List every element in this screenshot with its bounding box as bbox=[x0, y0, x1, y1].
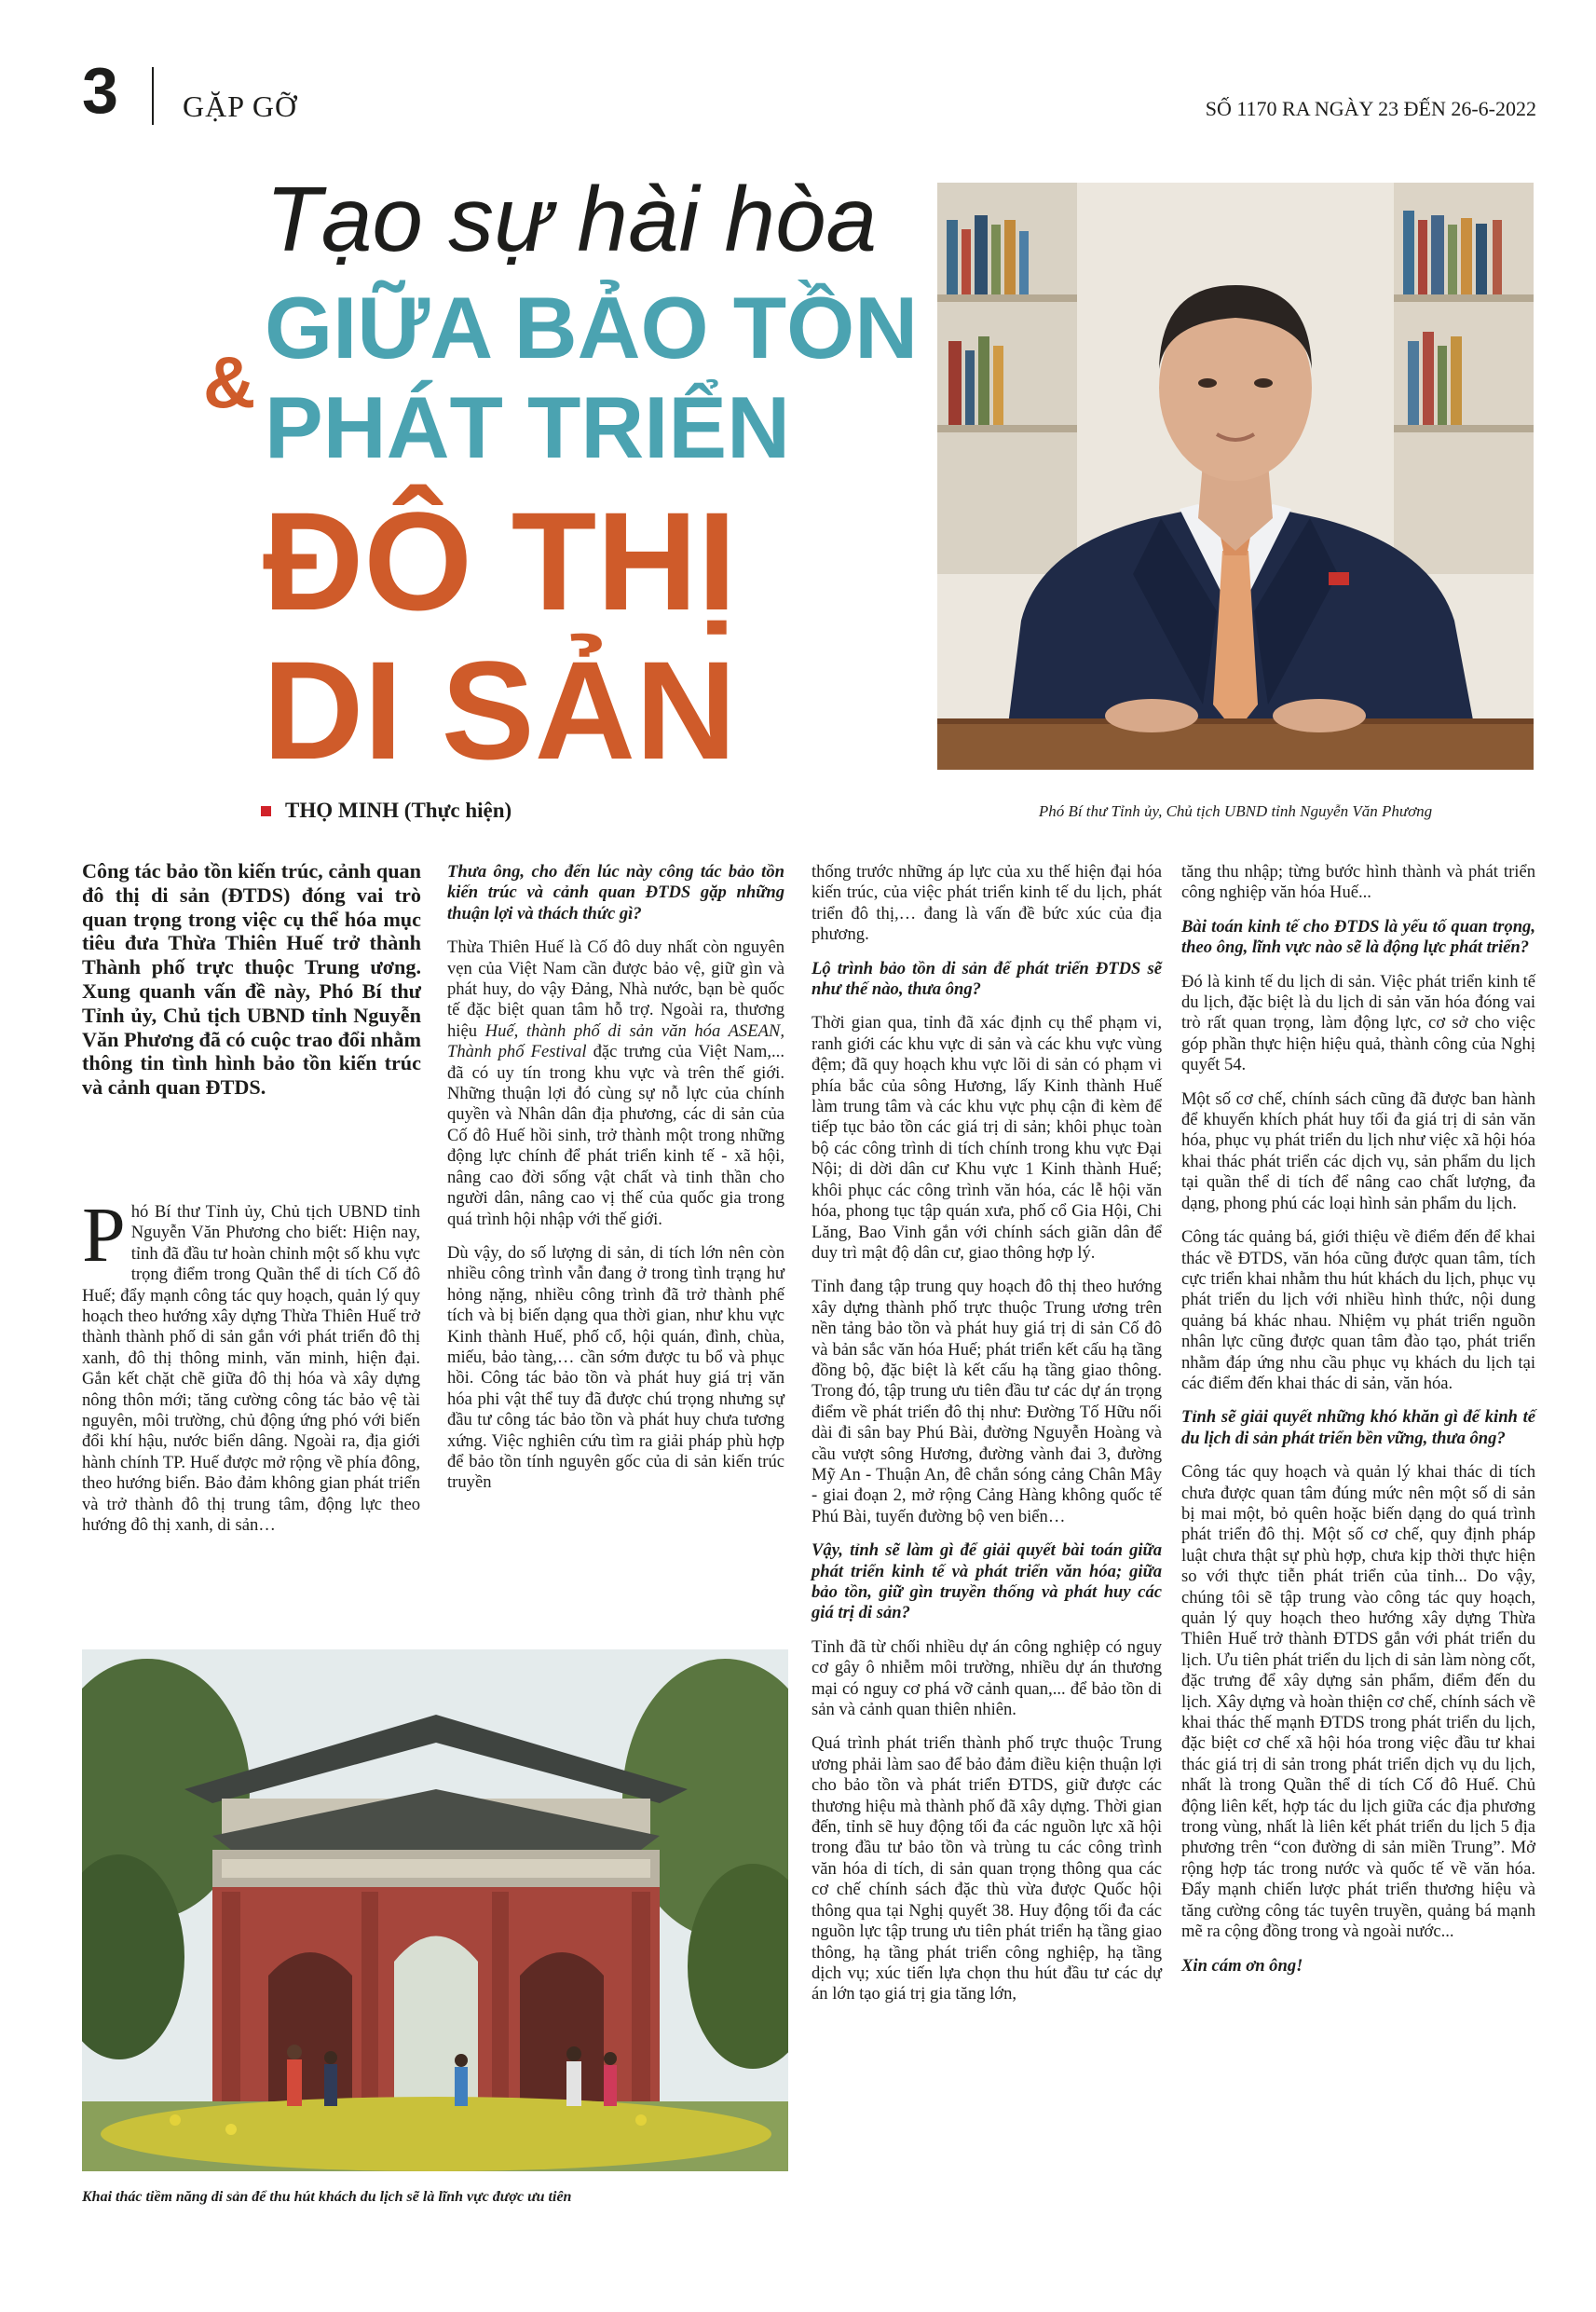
body-paragraph: Một số cơ chế, chính sách cũng đã được ban hành để khuyến khích phát huy tối đa giá trị di sản văn hóa, phục vụ phát triển du lịch như việc xã hội hóa khai thác phát triển các dịch vụ, sản phẩm du lịch tại quần thể di tích để nâng cao chất lượng, đa dạng, phong phú các loại hình sản phẩm du lịch. bbox=[1181, 1088, 1535, 1213]
closing-line: Xin cám ơn ông! bbox=[1181, 1955, 1303, 1976]
heritage-gate-photo bbox=[82, 1649, 788, 2171]
interview-question: Lộ trình bảo tồn di sản để phát triển ĐTDS sẽ như thế nào, thưa ông? bbox=[812, 958, 1162, 1000]
body-paragraph: Thời gian qua, tỉnh đã xác định cụ thể phạm vi, ranh giới các khu vực di sản và các khu vực vùng đệm; đã quy hoạch khu vực lõi di sản có phạm vi phía bắc của sông Hương, lấy Kinh thành Huế làm trung tâm và các khu vực phụ cận đi kèm để tiếp tục bảo tồn các giá trị di sản; khôi phục toàn bộ các công trình di tích chính trong khu vực Đại Nội; di dời dân cư Khu vực 1 Kinh thành Huế; khôi phục các công trình văn hóa, các lễ hội văn hóa, phong tục tập quán xưa, phố cổ Gia Hội, Chi Lăng, Bao Vinh gắn với chính sách giãn dân để duy trì mật độ dân cư, giao thông hợp lý. bbox=[812, 1013, 1162, 1263]
interview-question: Bài toán kinh tế cho ĐTDS là yếu tố quan trọng, theo ông, lĩnh vực nào sẽ là động lực phát triển? bbox=[1181, 916, 1535, 958]
byline: THỌ MINH (Thực hiện) bbox=[285, 799, 512, 822]
body-paragraph bbox=[447, 937, 784, 1230]
issue-info: SỐ 1170 RA NGÀY 23 ĐẾN 26-6-2022 bbox=[1205, 97, 1536, 120]
byline-marker bbox=[261, 806, 271, 816]
portrait-photo bbox=[937, 183, 1534, 770]
body-paragraph: Dù vậy, do số lượng di sản, di tích lớn nên còn nhiều công trình vẫn đang ở trong tình trạng hư hỏng nặng, nhiều công trình đã trở thành phế tích và bị biến dạng qua thời gian, như khu vực Kinh thành Huế, phố cổ, hội quán, đình, chùa, miếu, bảo tàng,… cần sớm được tu bổ và phục hồi. Công tác bảo tồn và phát huy giá trị văn hóa phi vật thể tuy đã được chú trọng nhưng sự đầu tư công tác bảo tồn và phát huy chưa tương xứng. Việc nghiên cứu tìm ra giải pháp phù hợp để bảo tồn tính nguyên gốc của di sản kiến trúc truyền bbox=[447, 1242, 784, 1493]
body-paragraph: Tỉnh đang tập trung quy hoạch đô thị theo hướng xây dựng thành phố trực thuộc Trung ương trên nền tảng bảo tồn và phát huy giá trị di sản Cố đô và bản sắc văn hóa Huế; phát triển kết cấu hạ tầng đồng bộ, đặc biệt là kết cấu hạ tầng giao thông. Trong đó, tập trung ưu tiên đầu tư các dự án trọng điểm về phát triển đô thị như: Đường Tố Hữu nối dài đi sân bay Phú Bài, đường Nguyễn Hoàng và cầu vượt sông Hương, đường vành đai 3, đường Mỹ An - Thuận An, đê chắn sóng cảng Chân Mây - giai đoạn 2, mở rộng Cảng Hàng không quốc tế Phú Bài, tuyến đường bộ ven biển… bbox=[812, 1277, 1162, 1526]
body-paragraph: Tỉnh đã từ chối nhiều dự án công nghiệp có nguy cơ gây ô nhiễm môi trường, nhiều dự án thương mại có nguy cơ phá vỡ cảnh quan,... để bảo tồn di sản và cảnh quan thiên nhiên. bbox=[812, 1636, 1162, 1720]
article-column-1 bbox=[82, 1192, 420, 1550]
article-column-3 bbox=[812, 862, 1162, 2018]
body-text: hó Bí thư Tỉnh ủy, Chủ tịch UBND tỉnh Nguyễn Văn Phương cho biết: Hiện nay, tỉnh đã đầu tư hoàn chỉnh một số khu vực trọng điểm trong Quần thể di tích Cố đô Huế; đẩy mạnh công tác quy hoạch, quản lý quy hoạch theo hướng xây dựng Thừa Thiên Huế trở thành thành phố di sản gắn với phát triển đô thị xanh, đô thị thông minh, văn minh, hiện đại. Gắn kết chặt chẽ giữa đô thị hóa và xây dựng nông thôn mới; tăng cường công tác bảo vệ tài nguyên, môi trường, chủ động ứng phó với biến đổi khí hậu, nước biển dâng. Ngoài ra, địa giới hành chính TP. Huế được mở rộng về phía đông, theo hướng biển. Bảo đảm không gian phát triển và trở thành đô thị trung tâm, động lực theo hướng đô thị xanh, di sản… bbox=[82, 1202, 420, 1536]
body-paragraph bbox=[82, 1192, 420, 1537]
body-paragraph: Công tác quy hoạch và quản lý khai thác di tích chưa được quan tâm đúng mức nên một số di sản bị mai một, bỏ quên hoặc biến dạng do quá trình phát triển đô thị. Một số cơ chế, quy định pháp luật chưa thật sự phù hợp, chưa kịp thời thực hiện so với thực tiễn phát triển của tỉnh... Do vậy, chúng tôi sẽ tập trung vào công tác quy hoạch, quản lý quy hoạch theo hướng xây dựng Thừa Thiên Huế trở thành ĐTDS gắn với phát triển du lịch. Ưu tiên phát triển du lịch di sản làm nòng cốt, đặc trưng để xây dựng sản phẩm, điểm đến du lịch. Xây dựng và hoàn thiện cơ chế, chính sách về khai thác thế mạnh ĐTDS trong phát triển du lịch, đặc biệt cơ chế xã hội hóa trong việc đầu tư khai thác giá trị di sản trong phát triển dịch vụ du lịch, nhất là trong Quần thể di tích Cố đô Huế. Chủ động liên kết, hợp tác du lịch giữa các địa phương trong vùng, nhất là liên kết phát triển du lịch 5 địa phương trên “con đường di sản miền Trung”. Mở rộng hợp tác trong nước và quốc tế về văn hóa. Đẩy mạnh chiến lược phát triển thương hiệu và tăng cường công tác tuyên truyền, quảng bá mạnh mẽ ra cộng đồng trong và ngoài nước... bbox=[1181, 1462, 1535, 1942]
headline-line-1: Tạo sự hài hòa bbox=[266, 168, 877, 270]
drop-cap: P bbox=[82, 1192, 126, 1279]
portrait-caption: Phó Bí thư Tỉnh ủy, Chủ tịch UBND tỉnh Nguyễn Văn Phương bbox=[1038, 802, 1433, 820]
header-divider bbox=[152, 67, 154, 125]
interview-question: Thưa ông, cho đến lúc này công tác bảo tồn kiến trúc và cảnh quan ĐTDS gặp những thuận lợi và thách thức gì? bbox=[447, 862, 784, 923]
body-text: Thừa Thiên Huế là Cố đô duy nhất còn nguyên vẹn của Việt Nam cần được bảo vệ, giữ gìn và phát huy, do vậy Đảng, Nhà nước, bạn bè quốc tế đặc biệt quan tâm hỗ trợ. Ngoài ra, thương hiệu bbox=[447, 937, 784, 1041]
interview-question: Tỉnh sẽ giải quyết những khó khăn gì để kinh tế du lịch di sản phát triển bền vững, thưa ông? bbox=[1181, 1407, 1535, 1448]
gate-photo-caption: Khai thác tiềm năng di sản để thu hút khách du lịch sẽ là lĩnh vực được ưu tiên bbox=[82, 2189, 572, 2205]
body-paragraph: Công tác quảng bá, giới thiệu về điểm đến để khai thác về ĐTDS, văn hóa cũng được quan tâm, tích cực triển khai nhằm thu hút khách du lịch, phục vụ phát triển du lịch với nhiều hình thức, nội dung quảng bá khác nhau. Nhiệm vụ phát triển nguồn nhân lực cũng được quan tâm đào tạo, phát triển nhằm đáp ứng nhu cầu phục vụ khách du lịch tại các điểm đến khai thác di sản, văn hóa. bbox=[1181, 1227, 1535, 1393]
headline-line-4: ĐÔ THỊ bbox=[263, 483, 737, 639]
body-paragraph: Đó là kinh tế du lịch di sản. Việc phát triển kinh tế du lịch, đặc biệt là du lịch di sản văn hóa đóng vai trò rất quan trọng, làm động lực, cơ sở cho việc góp phần thực hiện hiệu quả, thành công của Nghị quyết 54. bbox=[1181, 971, 1535, 1075]
headline-line-3: PHÁT TRIỂN bbox=[265, 378, 790, 476]
article-column-4 bbox=[1181, 862, 1535, 1990]
headline-line-2: GIỮA BẢO TỒN bbox=[265, 279, 919, 376]
interview-question: Vậy, tỉnh sẽ làm gì để giải quyết bài toán giữa phát triển kinh tế và phát triển văn hóa; giữa bảo tồn, giữ gìn truyền thống và phát huy các giá trị di sản? bbox=[812, 1540, 1162, 1623]
body-text-italic: Huế, thành phố di sản văn hóa ASEAN, Thành phố Festival bbox=[447, 1020, 784, 1062]
headline-ampersand: & bbox=[203, 341, 256, 423]
body-text: đặc trưng của Việt Nam,... đã có uy tín trong khu vực và trên thế giới. Những thuận lợi đó cùng sự nỗ lực của chính quyền và Nhân dân địa phương, các di sản của Cố đô Huế hồi sinh, trở thành một trong những động lực chính để phát triển kinh tế - xã hội, nâng cao đời sống vật chất và tinh thần cho người dân, nâng cao vị thế của quốc gia trong quá trình hội nhập với thế giới. bbox=[447, 1042, 784, 1229]
headline-line-5: DI SẢN bbox=[263, 632, 737, 788]
section-name: GẶP GỠ bbox=[183, 89, 298, 123]
lead-paragraph: Công tác bảo tồn kiến trúc, cảnh quan đô thị di sản (ĐTDS) đóng vai trò quan trọng trong việc cụ thể hóa mục tiêu đưa Thừa Thiên Huế trở thành Thành phố trực thuộc Trung ương. Xung quanh vấn đề này, Phó Bí thư Tỉnh ủy, Chủ tịch UBND tỉnh Nguyễn Văn Phương đã có cuộc trao đổi nhằm thông tin tình hình bảo tồn kiến trúc và cảnh quan ĐTDS. bbox=[82, 859, 421, 1100]
body-paragraph: Quá trình phát triển thành phố trực thuộc Trung ương phải làm sao để bảo đảm điều kiện thuận lợi cho bảo tồn và phát triển ĐTDS, giữ được các thương hiệu mà thành phố đã xây dựng. Thời gian đến, tỉnh sẽ huy động tối đa các nguồn lực xã hội trong đầu tư bảo tồn và trùng tu các công trình văn hóa di tích, di sản quan trọng thông qua các cơ chế chính sách đặc thù vừa được Quốc hội thông qua tại Nghị quyết 38. Huy động tối đa các nguồn lực tập trung ưu tiên phát triển hạ tầng giao thông, hạ tầng phát triển công nghiệp, hạ tầng dịch vụ; xúc tiến lựa chọn thu hút đầu tư các dự án lớn tạo giá trị gia tăng lớn, bbox=[812, 1733, 1162, 2004]
body-paragraph: tăng thu nhập; từng bước hình thành và phát triển công nghiệp văn hóa Huế... bbox=[1181, 862, 1535, 903]
article-column-2 bbox=[447, 862, 784, 1507]
page-number: 3 bbox=[82, 54, 118, 127]
body-paragraph: thống trước những áp lực của xu thế hiện đại hóa kiến trúc, của việc phát triển kinh tế du lịch, phát triển đô thị,… đang là vấn đề bức xúc của địa phương. bbox=[812, 862, 1162, 945]
